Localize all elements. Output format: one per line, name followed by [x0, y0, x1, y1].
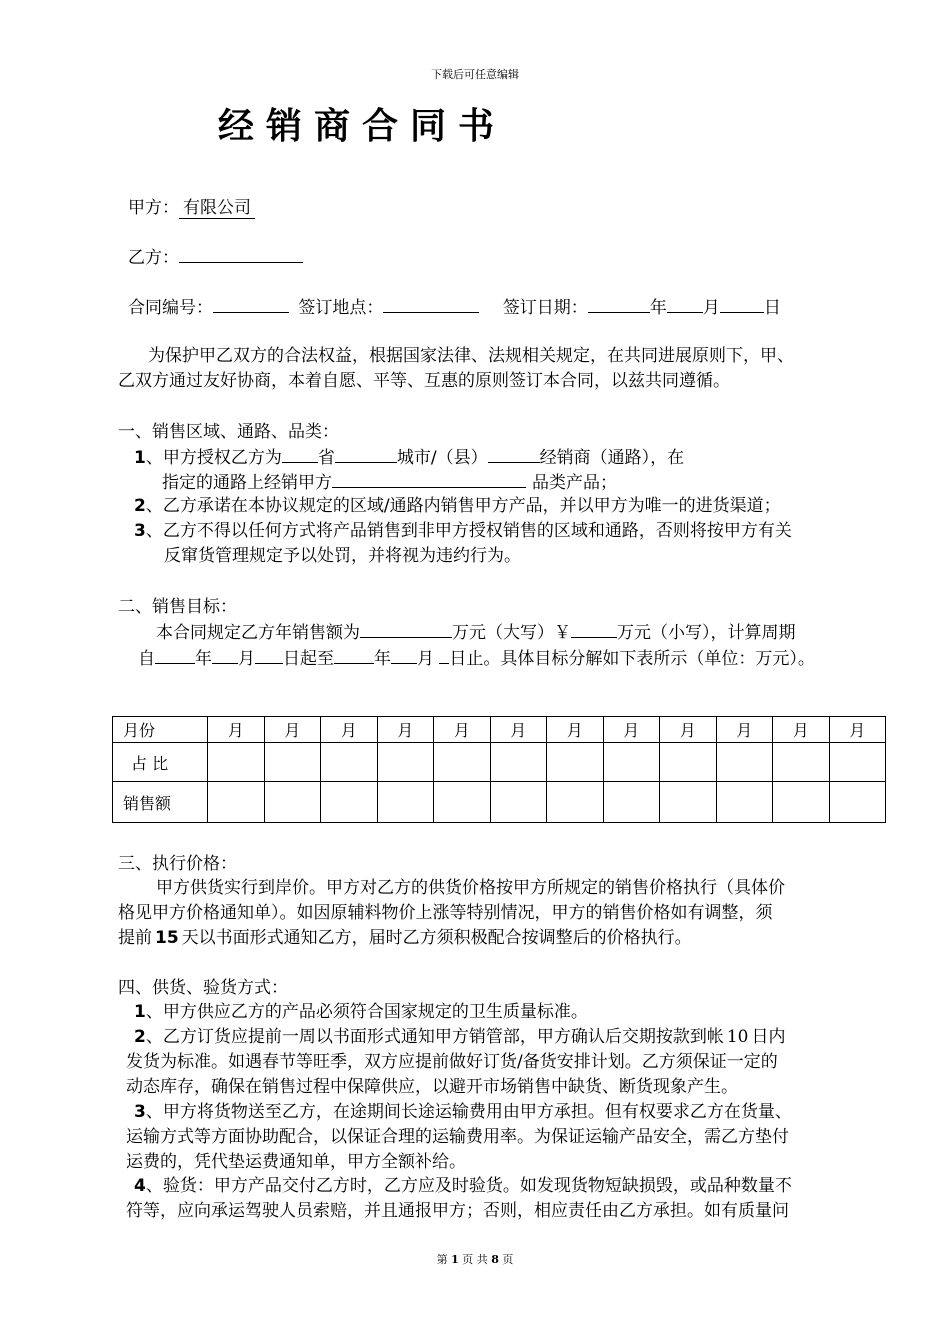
section-4-heading: 四、供货、验货方式：: [118, 978, 288, 998]
total-pages: 8: [491, 1253, 499, 1266]
s3-notice-days: 15: [155, 928, 179, 948]
ratio-cell: [434, 743, 491, 782]
section-3-heading: 三、执行价格：: [118, 854, 237, 874]
s1-item-1-text-c: 城市/（县）: [396, 448, 488, 468]
s4-item-1-number: 1: [134, 1002, 146, 1022]
row-label-ratio: 占 比: [113, 743, 208, 782]
row-label-sales: 销售额: [113, 782, 208, 823]
s4-item-3-line-3: 运费的，凭代垫运费通知单，甲方全额补给。: [126, 1152, 466, 1172]
category-blank: [332, 469, 526, 488]
s4-item-3-number: 3: [134, 1102, 146, 1122]
table-row-months: [113, 717, 886, 743]
start-day-blank: [255, 645, 283, 664]
ratio-cell: [377, 743, 434, 782]
footer-text-c: 页: [498, 1253, 514, 1266]
current-page: 1: [451, 1253, 459, 1266]
s1-item-1-number: 1: [134, 448, 146, 468]
party-b-label: 乙方：: [128, 248, 179, 268]
s4-item-1-text: 、甲方供应乙方的产品必须符合国家规定的卫生质量标准。: [145, 1002, 588, 1022]
sales-cell: [321, 782, 378, 823]
sales-target-table: [112, 716, 886, 823]
sales-cell: [490, 782, 547, 823]
s2-text-c: 万元（小写），计算周期: [617, 623, 796, 643]
month-cell: 月: [208, 717, 265, 743]
sales-cell: [547, 782, 604, 823]
month-cell: 月: [434, 717, 491, 743]
page-footer: [0, 1251, 950, 1267]
s4-item-2-line-3: 动态库存，确保在销售过程中保障供应，以避开市场销售中缺货、断货现象产生。: [126, 1077, 738, 1097]
party-b-line: [128, 244, 303, 270]
month-cell: 月: [377, 717, 434, 743]
month-cell: 月: [264, 717, 321, 743]
s1-item-2-text: 、乙方承诺在本协议规定的区域/通路内销售甲方产品，并以甲方为唯一的进货渠道；: [145, 496, 781, 516]
s1-item-3-number: 3: [134, 521, 146, 541]
sales-cell: [208, 782, 265, 823]
party-a-label: 甲方：: [128, 198, 179, 218]
s1-item-1-text-f: 品类产品；: [532, 473, 617, 493]
row-label-month: 月份: [113, 717, 208, 743]
city-blank: [335, 444, 397, 463]
sign-place-label: 签订地点：: [298, 298, 384, 318]
s2-text-e: 年: [195, 649, 212, 669]
county-blank: [488, 444, 540, 463]
s2-text-h: 年: [374, 649, 391, 669]
intro-line-2: 乙双方通过友好协商，本着自愿、平等、互惠的原则签订本合同，以兹共同遵循。: [118, 371, 730, 391]
s3-line-3: [118, 926, 692, 950]
sales-cell: [660, 782, 717, 823]
s1-item-1-line-1: [134, 444, 684, 470]
intro-line-1: 为保护甲乙双方的合法权益，根据国家法律、法规相关规定，在共同进展原则下，甲、: [148, 346, 794, 366]
province-blank: [282, 444, 318, 463]
sales-cell: [716, 782, 773, 823]
s4-item-3-text: 、甲方将货物送至乙方，在途期间长途运输费用由甲方承担。但有权要求乙方在货量、: [145, 1102, 792, 1122]
ratio-cell: [660, 743, 717, 782]
amount-blank: [571, 619, 617, 638]
section-1-heading: 一、销售区域、通路、品类：: [118, 422, 339, 442]
s2-text-b: 万元（大写）￥: [452, 623, 571, 643]
year-text: 年: [649, 298, 667, 318]
end-month-blank: [391, 645, 417, 664]
s2-line-2: [138, 645, 815, 671]
s4-item-2-days: 10: [726, 1027, 749, 1047]
ratio-cell: [321, 743, 378, 782]
start-year-blank: [155, 645, 195, 664]
s4-item-2-text-b: 日内: [751, 1027, 786, 1047]
s1-item-1-text-a: 、甲方授权乙方为: [145, 448, 282, 468]
s2-text-g: 日起至: [283, 649, 334, 669]
end-day-blank: [439, 645, 449, 664]
month-cell: 月: [490, 717, 547, 743]
s4-item-1: [134, 1000, 588, 1024]
party-a-line: [128, 196, 255, 220]
sign-date-label: 签订日期：: [502, 298, 588, 318]
sign-place-blank: [383, 294, 479, 313]
day-blank: [720, 294, 764, 313]
s2-text-i: 月: [417, 649, 440, 669]
end-year-blank: [334, 645, 374, 664]
s4-item-2-line-1: [134, 1025, 785, 1049]
year-blank: [588, 294, 650, 313]
s4-item-4-line-2: 符等，应向承运驾驶人员索赔，并且通报甲方；否则，相应责任由乙方承担。如有质量问: [126, 1201, 789, 1221]
s1-item-1-text-d: 经销商（通路），在: [539, 448, 685, 468]
ratio-cell: [264, 743, 321, 782]
s2-line-1: [156, 619, 796, 645]
s4-item-4-line-1: [134, 1174, 792, 1198]
s4-item-2-number: 2: [134, 1027, 146, 1047]
s2-text-j: 日止。具体目标分解如下表所示（单位：万元）。: [449, 649, 815, 669]
s1-item-3-text: 、乙方不得以任何方式将产品销售到非甲方授权销售的区域和通路，否则将按甲方有关: [145, 521, 792, 541]
s4-item-3-line-2: 运输方式等方面协助配合，以保证合理的运输费用率。为保证运输产品安全，需乙方垫付: [126, 1127, 789, 1147]
ratio-cell: [603, 743, 660, 782]
month-cell: 月: [603, 717, 660, 743]
s4-item-4-number: 4: [134, 1176, 146, 1196]
sales-cell: [377, 782, 434, 823]
s3-text-a: 提前: [118, 928, 152, 948]
footer-text-a: 第: [436, 1253, 452, 1266]
ratio-cell: [829, 743, 886, 782]
s1-item-1-line-2: [162, 469, 617, 495]
footer-text-b: 页 共: [458, 1253, 492, 1266]
contract-no-blank: [213, 294, 289, 313]
s2-text-f: 月: [238, 649, 255, 669]
s1-item-2: [134, 494, 781, 518]
month-cell: 月: [547, 717, 604, 743]
s1-item-2-number: 2: [134, 496, 146, 516]
s2-text-d: 自: [138, 649, 155, 669]
month-cell: 月: [716, 717, 773, 743]
section-2-heading: 二、销售目标：: [118, 597, 237, 617]
s2-text-a: 本合同规定乙方年销售额为: [156, 623, 360, 643]
s3-line-1: 甲方供货实行到岸价。甲方对乙方的供货价格按甲方所规定的销售价格执行（具体价: [156, 878, 785, 898]
month-blank: [667, 294, 703, 313]
month-cell: 月: [773, 717, 830, 743]
month-cell: 月: [660, 717, 717, 743]
s4-item-4-text: 、验货：甲方产品交付乙方时，乙方应及时验货。如发现货物短缺损毁，或品种数量不: [145, 1176, 792, 1196]
ratio-cell: [547, 743, 604, 782]
s4-item-3-line-1: [134, 1100, 792, 1124]
s1-item-3-line-1: [134, 519, 792, 543]
party-a-value: 有限公司: [179, 198, 255, 219]
ratio-cell: [773, 743, 830, 782]
s4-item-2-line-2: 发货为标准。如遇春节等旺季，双方应提前做好订货/备货安排计划。乙方须保证一定的: [126, 1052, 778, 1072]
s1-item-1-text-e: 指定的通路上经销甲方: [162, 473, 332, 493]
ratio-cell: [208, 743, 265, 782]
month-text: 月: [702, 298, 720, 318]
month-cell: 月: [321, 717, 378, 743]
sales-cell: [264, 782, 321, 823]
contract-no-label: 合同编号：: [128, 298, 213, 318]
month-cell: 月: [829, 717, 886, 743]
s3-line-2: 格见甲方价格通知单）。如因原辅料物价上涨等特别情况，甲方的销售价格如有调整，须: [118, 903, 773, 923]
s4-item-2-text-a: 、乙方订货应提前一周以书面形式通知甲方销管部，甲方确认后交期按款到帐: [145, 1027, 724, 1047]
ratio-cell: [490, 743, 547, 782]
table-row-ratio: [113, 743, 886, 782]
contract-meta-line: [128, 294, 781, 320]
s3-text-b: 天以书面形式通知乙方，届时乙方须积极配合按调整后的价格执行。: [181, 928, 692, 948]
day-text: 日: [763, 298, 781, 318]
sales-cell: [773, 782, 830, 823]
annual-sales-blank: [360, 619, 452, 638]
sales-cell: [434, 782, 491, 823]
ratio-cell: [716, 743, 773, 782]
header-note: 下载后可任意编辑: [431, 68, 519, 81]
sales-cell: [603, 782, 660, 823]
start-month-blank: [212, 645, 238, 664]
sales-cell: [829, 782, 886, 823]
table-row-sales: [113, 782, 886, 823]
s1-item-1-text-b: 省: [317, 448, 335, 468]
s1-item-3-line-2: 反窜货管理规定予以处罚，并将视为违约行为。: [164, 546, 521, 566]
party-b-blank: [179, 244, 303, 263]
document-title: 经销商合同书: [218, 106, 507, 147]
